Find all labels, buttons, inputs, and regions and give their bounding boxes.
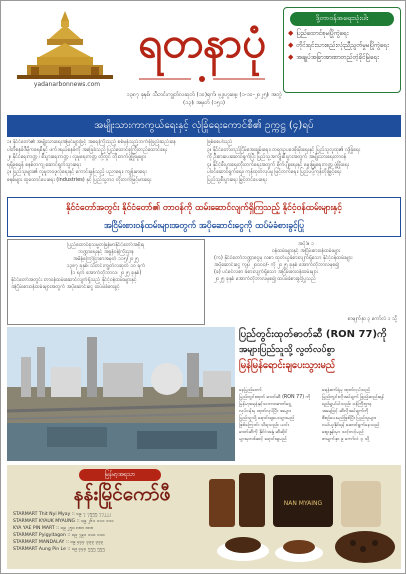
story-3-column-2: ရေနံစက်ရုံမှ ထုတ်လုပ်သည် ပြည်တွင်းလိုအပ်ချက် ဖြည့်ဆည်းရန် ရည်ရွယ်ပါသည်။ ဝန်ကြီးဌာန အနေဖြင့် ဆီလိုအပ်ချက်ကို စီစဉ်ပေးမည်ဖြစ်ပြီး ပြည်သူများ ဝယ်ယူနိုင်ရန် ဆောင်ရွက်နေသည် ဈေးနှုန်းမှာ သင့်တင့်မည် စာမျက်နှာ ၉ ကော်လံ ၃ သို့ xyxy=(322,388,384,442)
refinery-photo xyxy=(7,327,235,461)
website-url: yadanarbonnews.com xyxy=(33,81,101,88)
headline-2-line-2: အငြိမ်းစားဝန်ထမ်းများအတွက် အပိုဆောင်းငွေကို ထပ်မံခံစားခွင့်ပြု xyxy=(103,221,305,231)
motto-heading: ဒို့တာဝန်အရေးသုံးပါး xyxy=(290,12,394,26)
bullet-icon: ◆ xyxy=(288,53,294,61)
ad-store-line: STARMART MANDALAY :: ၀၉ ၄၄၄ ၃၃၃ ၃၃၃ xyxy=(13,540,104,545)
dateline: ၁၃၈၇ ခုနှစ်၊ သီတင်းကျွတ်လဆုတ် (၁၀)ရက်၊ ဗုဒ္ဓဟူးနေ့၊ (၁-၁၀-၂၀၂၅)၊ အတွဲ (၁၃)၊ အမှတ် (၁၅၁) xyxy=(126,92,282,106)
story-2-body xyxy=(7,239,401,325)
bullet-icon: ◆ xyxy=(288,29,294,37)
masthead-title: ရတနာပုံ xyxy=(138,18,266,67)
headline-banner-1: အမျိုးသားကာကွယ်ရေးနှင့် လုံခြုံရေးကောင်စီ၏ ဥက္ကဋ္ဌ (၄)ရပ် xyxy=(7,115,401,137)
headline-2-line-1: နိုင်ငံတော်အတွင်း နိုင်ငံတော်၏ တာဝန်ကို ထမ်းဆောင်လျက်ရှိကြသည့် နိုင်ငံ့ဝန်ထမ်းများနှင့် xyxy=(66,203,342,213)
ad-tagline: မြန်မာ့အရသာ xyxy=(79,469,161,481)
motto-item: ◆ ပြည်ထောင်စုမပြိုကွဲရေး xyxy=(288,29,349,37)
ad-brand-name: နန်းမြိုင်ကော်ဖီ xyxy=(73,483,171,505)
coffee-advertisement xyxy=(7,465,401,569)
coffee-products-image xyxy=(203,465,401,569)
story-3 xyxy=(7,327,401,461)
story-1-body xyxy=(7,139,401,193)
ad-store-line: STARMART Pyigyitagon :: ၀၉ ၇၉၁ ၁၁၀ ၁၁၀ xyxy=(13,533,105,538)
ad-store-line: STARMART Aung Pin Le :: ၀၉ ၄၄၄ ၅၅၅ ၅၅၅ xyxy=(13,547,105,552)
motto-item: ◆ အချုပ်အခြာအာဏာတည်တံ့ခိုင်မြဲရေး xyxy=(288,53,379,61)
product-label: NAN MYAING xyxy=(283,500,323,507)
ad-store-line: STARMART KYAUK MYAUNG :: ၀၉ ၂၆၁ ၁၁၁ ၁၁၁ xyxy=(13,519,114,524)
story-1-column-2: ဖြစ်စေပါသည် ၃။ နိုင်ငံတော်တည်ငြိမ်အေးချမ်းရေး၊ တရားဥပဒေစိုးမိုးရေးနှင့် ပြည်သူလူထု၏ လုံခြုံရေး ကို ဦးစားပေးဆောင်ရွက်ပြီး ပြည်သူ့အကျိုးစီးပွားအတွက် အမျိုးသားရေးတာဝန် ၄။ နိုင်ငံ့စီးပွားရေးတိုးတက်ရေးအတွက် စိုက်ပျိုးရေးနှင့် မွေးမြူရေးကဏ္ဍ ဖွံ့ဖြိုးရေး ပါဝင်ဆောင်ရွက်ရေး၊ ကုန်ထုတ်လုပ်မှု မြင့်တက်ရေး၊ ပြည်ပပို့ကုန်တိုးမြှင့်ရေး ပြည်သူ့စီးပွားရေး မြှင့်တင်ပေးရေး xyxy=(207,139,361,183)
bullet-icon: ◆ xyxy=(288,41,294,49)
headline-3 xyxy=(239,327,401,383)
story-1-column-1: ၁။ နိုင်ငံတော်၏ အမျိုးသားရေးအမြင်များဖြင့် အရေးကြီးသည့် စစ်မှန်သည့်ဘက်စုံဖြည့်ဆည်းနေ ပါတီစနစ်ဒီမိုကရေစီနှင့် ဖက်ဒရယ်စနစ်ကို အခြေခံသည့် ပြည်ထောင်စုကြီးတည်ထောင်ရေး ၂။ နိုင်ငံရေးကဏ္ဍ ၊ စီးပွားရေးကဏ္ဍ ၊ လူမှုရေးကဏ္ဍ တို့တွင် တိုးတက်ဖွံ့ဖြိုးမှုများ ရရှိစေရန် စနစ်တကျ ဆောင်ရွက်သွားရေး ၃။ ပြည်သူများ၏ လူမှုဘဝဖူလုံရေးနှင့် ကောင်းမွန်သည့် ပညာရေး၊ ကျန်းမာရေး စနစ်များ ထူထောင်ပေးရေး (industries) နှင့် ပြည်သူ့ဘဝ တိုးတက်မြင့်မားရေး xyxy=(7,139,176,183)
pagoda-logo xyxy=(7,5,123,97)
ad-store-list xyxy=(13,511,203,553)
ad-store-line: STARMART Thit Nyi Myay :: ၀၉ ၇ ၇၅၅၅ ၇၇၂၂၂ xyxy=(13,512,111,517)
ad-store-line: KYA YAE PIN MART :: ၀၉ ၂၅၀ ၈၈၈ ၈၈၈ xyxy=(13,526,94,531)
headline-box-2 xyxy=(7,197,401,237)
motto-item: ◆ တိုင်းရင်းသားစည်းလုံးညီညွတ်မှုမပြိုကွဲရေး xyxy=(288,41,389,49)
notification-text: အပိုဒ်။ ၁ ဝန်ထမ်းများနှင့် အငြိမ်းစားဝန်ထမ်းများ (က) နိုင်ငံတော်ဘဏ္ဍာငွေမှ လစာ ထုတ်ယူခံစားလျက်ရှိသော နိုင်ငံ့ဝန်ထမ်းများ အပိုဆောင်းငွေ ကျပ် ၂၀၀၀၀/- ကို ၂၀၂၅ ခုနှစ် အောက်တိုဘာလမှစ၍ (ခ) ပင်စင်လစာ ခံစားလျက်ရှိသော အငြိမ်းစားဝန်ထမ်းများ ၂၀၂၅ ခုနှစ် အောက်တိုဘာလမှစ၍ ထပ်မံခံစားခွင့်ပြုသည် စာမျက်နှာ ၃ ကော်လံ ၁ သို့ xyxy=(214,241,397,322)
headline-3-line-3: မြန်မြန်ရောင်းချပေးသွားမည် xyxy=(239,360,336,371)
continued-label: စာမျက်နှာ ၃ ကော်လံ ၁ သို့ xyxy=(347,316,397,322)
headline-3-line-1: ပြည်တွင်းထုတ်ဓာတ်ဆီ (RON 77)ကို xyxy=(239,329,387,340)
headline-3-line-2: အများပြည်သူသို့ လွတ်လပ်စွာ xyxy=(239,345,336,355)
ornament-divider xyxy=(139,75,265,83)
notification-box: ပြည်ထောင်စုသမ္မတမြန်မာနိုင်ငံတော်အစိုးရ ဘဏ္ဍာရေးနှင့် အခွန်ဝန်ကြီးဌာန အမိန့်ကြော်ငြာစာအမှတ် ၁၁၅/၂၀၂၅ ၁၃၈၇ ခုနှစ်၊ သီတင်းကျွတ်လဆုတ် ၁၀ ရက် (၁ ရက် အောက်တိုဘာလ၊ ၂၀၂၅ ခုနှစ်) နိုင်ငံတော်အတွင်း တာဝန်ထမ်းဆောင်လျက်ရှိသည့် နိုင်ငံ့ဝန်ထမ်းများနှင့် အငြိမ်းစားဝန်ထမ်းများအတွက် အပိုဆောင်းငွေ ထပ်မံခံစားခွင့် xyxy=(7,239,205,325)
motto-box xyxy=(283,7,401,93)
story-3-column-1: နေပြည်တော် ပြည်တွင်းထုတ် ဓာတ်ဆီ (RON 77) ကို မြန်မာ့ရေနံနှင့်သဘာဝဓာတ်ငွေ့ လုပ်ငန်းမှ ထုတ်လုပ်ပြီး အများ ပြည်သူသို့ ရောင်းချပေးသွားမည် ဖြစ်ကြောင်း သိရသည်။ ယင်း ဓာတ်ဆီကို နိုင်ငံအနှံ့ ဆီဆိုင် များမှတစ်ဆင့် ရောင်းချမည် xyxy=(239,388,311,442)
masthead xyxy=(7,5,401,111)
story-3-body xyxy=(239,387,401,461)
